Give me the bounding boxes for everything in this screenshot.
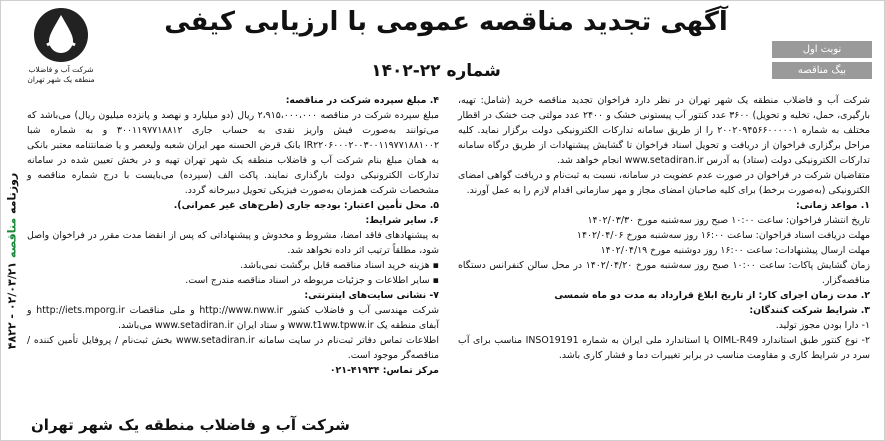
paragraph: به پیشنهادهای فاقد امضا، مشروط و مخدوش و پیشنهاداتی که پس از انقضا مدت مقرر در فراخوان واصل شود، مطلقاً ترتیب اثر داده نخواهد شد. bbox=[27, 230, 439, 256]
section-heading: ۴. مبلغ سپرده شرکت در مناقصه: bbox=[285, 95, 439, 106]
paragraph: مهلت ارسال پیشنهادات: ساعت ۱۶:۰۰ روز دوشنبه مورخ ۱۴۰۲/۰۴/۱۹ bbox=[600, 245, 870, 256]
side-strip-text: روزنامه مناقصه ۰۲/۰۳/۲۱ - ۴۸۲۲ bbox=[5, 172, 19, 350]
paragraph: ۱- دارا بودن مجوز تولید. bbox=[775, 320, 870, 331]
paragraph: ۲- نوع کنتور طبق استاندارد OIML-R49 یا استاندارد ملی ایران به شماره INSO19191 مناسب برای آب سرد در شرایط کاری و مقاومت مناسب در برابر تغییرات دما و فشار کاری باشد. bbox=[458, 335, 870, 361]
paragraph: متقاضیان شرکت در فراخوان در صورت عدم عضویت در سامانه، نسبت به ثبت‌نام و دریافت گواهی امضای الکترونیکی (به‌صورت برخط) برای کلیه صاحبان امضای مجاز و مهر سازمانی اقدام لازم را به عمل آورند. bbox=[458, 170, 870, 196]
paragraph: اطلاعات تماس دفاتر ثبت‌نام در سایت سامانه www.setadiran.ir بخش ثبت‌نام / پروفایل تأمین کننده / مناقصه‌گر موجود است. bbox=[27, 335, 439, 361]
section-heading: ۷- نشانی سایت‌های اینترنتی: bbox=[304, 290, 439, 301]
right-column bbox=[458, 93, 870, 363]
paragraph: شرکت مهندسی آب و فاضلاب کشور http://www.nww.ir و ملی مناقصات http://iets.mporg.ir و آبفای منطقه یک www.t1ww.tpww.ir و ستاد ایران www.setadiran.ir می‌باشد. bbox=[27, 305, 439, 331]
tag-list bbox=[772, 41, 872, 83]
section-heading: ۵. محل تأمین اعتبار: بودجه جاری (طرح‌های غیر عمرانی). bbox=[173, 200, 439, 211]
paragraph: تاریخ انتشار فراخوان: ساعت ۱۰:۰۰ صبح روز سه‌شنبه مورخ ۱۴۰۲/۰۳/۳۰ bbox=[587, 215, 870, 226]
paragraph: مبلغ سپرده شرکت در مناقصه ۲،۹۱۵،۰۰۰،۰۰۰ ریال (دو میلیارد و نهصد و پانزده میلیون ریال) می‌باشد که می‌توانند به‌صورت فیش واریز نقدی به حساب جاری ۳۰۰۱۱۹۷۷۱۸۸۱۲ و به شماره شبا IR۲۲۰۶۰۰۰۲۰۰۳۰۰۱۱۹۷۷۱۸۸۱۰۰۲ بانک قرض الحسنه مهر ایران شعبه ولیعصر و یا ضمانتنامه معتبر بانکی به همان مبلغ بنام شرکت آب و فاضلاب منطقه یک شهر تهران تهیه و در بخش تعیین شده در سامانه تدارکات الکترونیکی دولت بارگذاری نمایند. پاکت الف (سپرده) می‌بایست با درج شماره مناقصه و مشخصات شرکت همزمان به‌صورت فیزیکی تحویل دبیرخانه گردد. bbox=[27, 110, 440, 196]
footer-company: شرکت آب و فاضلاب منطقه یک شهر تهران bbox=[31, 416, 350, 434]
section-heading: ۶. سایر شرایط: bbox=[365, 215, 439, 226]
water-drop-icon bbox=[31, 5, 91, 65]
section-heading: ۲. مدت زمان اجرای کار: از تاریخ ابلاغ قرارداد به مدت دو ماه شمسی bbox=[554, 290, 870, 301]
tag-first-notice: نوبت اول bbox=[772, 41, 872, 58]
paragraph: ▪ سایر اطلاعات و جزئیات مربوطه در اسناد مناقصه مندرج است. bbox=[185, 275, 439, 286]
tag-tender: بیگ مناقصه bbox=[772, 62, 872, 79]
section-heading: ۳. شرایط شرکت کنندگان: bbox=[749, 305, 870, 316]
paragraph: زمان گشایش پاکات: ساعت ۱۰:۰۰ صبح روز سه‌شنبه مورخ ۱۴۰۲/۰۴/۲۰ در محل سالن کنفرانس دستگاه مناقصه‌گزار. bbox=[458, 260, 870, 286]
side-strip-badge: مناقصه bbox=[5, 217, 19, 258]
section-heading: مرکز تماس: ۴۱۹۳۴-۰۲۱ bbox=[329, 365, 439, 376]
notice-number: شماره ۲۲-۱۴۰۲ bbox=[371, 61, 501, 81]
company-logo bbox=[21, 5, 101, 100]
notice-title: آگهی تجدید مناقصه عمومی با ارزیابی کیفی bbox=[164, 7, 728, 37]
paragraph: مهلت دریافت اسناد فراخوان: ساعت ۱۶:۰۰ روز سه‌شنبه مورخ ۱۴۰۲/۰۴/۰۶ bbox=[576, 230, 870, 241]
paragraph: شرکت آب و فاضلاب منطقه یک شهر تهران در نظر دارد فراخوان تجدید مناقصه خرید (شامل: تهیه، بارگیری، حمل، تخلیه و تحویل) ۳۶۰۰ عدد کنتور آب پیستونی خشک و ۲۴۰۰ عدد مولتی جت خشک در اقطار مختلف به شماره ۲۰۰۲۰۹۴۵۶۶۰۰۰۰۰۱ را از طریق سامانه تدارکات الکترونیکی دولت برگزار نماید. کلیه مراحل برگزاری فراخوان از دریافت و تحویل اسناد فراخوان تا گشایش پیشنهادات از طریق درگاه سامانه تدارکات الکترونیکی دولت (ستاد) به آدرس www.setadiran.ir انجام خواهد شد. bbox=[458, 95, 871, 166]
side-strip-number: ۰۲/۰۳/۲۱ - ۴۸۲۲ bbox=[5, 261, 19, 350]
side-strip bbox=[1, 81, 23, 441]
logo-caption: شرکت آب و فاضلاب منطقه یک شهر تهران bbox=[27, 65, 95, 84]
paragraph: ▪ هزینه خرید اسناد مناقصه قابل برگشت نمی‌باشد. bbox=[240, 260, 439, 271]
left-column bbox=[27, 93, 439, 378]
section-heading: ۱. مواعد زمانی: bbox=[795, 200, 870, 211]
